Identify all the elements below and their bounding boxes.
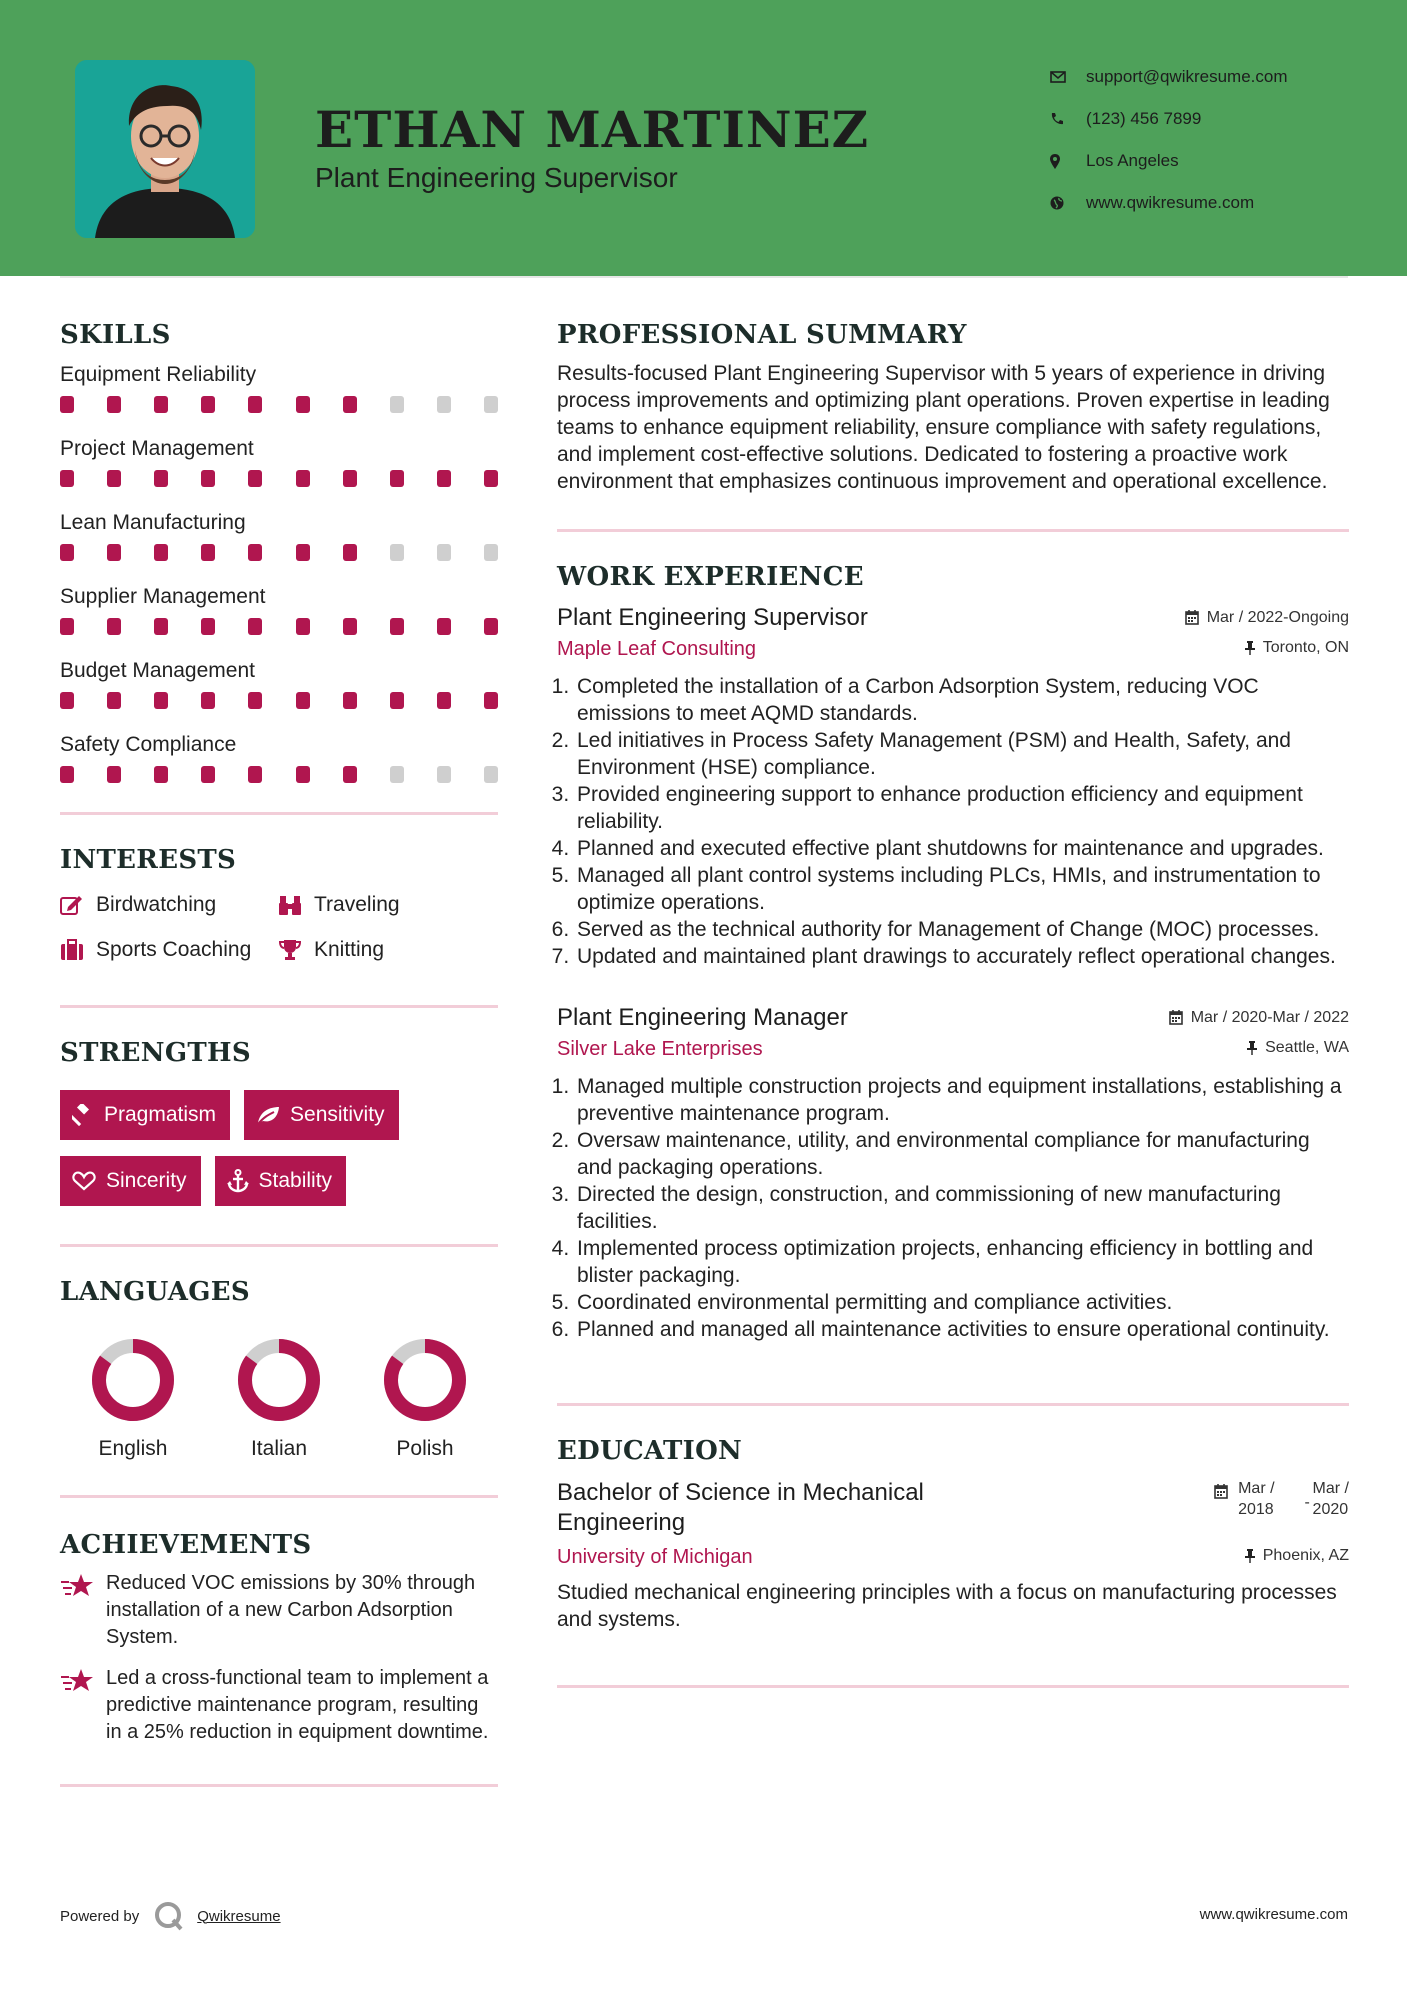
map-pin-icon: [1050, 154, 1086, 169]
job-title: Plant Engineering Manager: [557, 1004, 848, 1031]
rating-dot: [154, 544, 168, 561]
education-location-text: Phoenix, AZ: [1262, 1547, 1349, 1564]
job-bullet: 6. Planned and managed all maintenance activities to ensure operational continuity.: [575, 1316, 1349, 1343]
section-divider: [60, 1244, 498, 1247]
rating-dot: [484, 618, 498, 635]
contact-website-text: www.qwikresume.com: [1086, 193, 1255, 212]
rating-dot: [296, 470, 310, 487]
job-sub: [557, 1038, 1349, 1061]
education-location: [1245, 1547, 1349, 1565]
achievement-item: [60, 1570, 498, 1651]
rating-dot: [248, 396, 262, 413]
job-dates: [1169, 1009, 1349, 1027]
candidate-role: Plant Engineering Supervisor: [315, 162, 678, 193]
rating-dot: [296, 544, 310, 561]
skill-name: Project Management: [60, 437, 254, 460]
rating-dot: [484, 396, 498, 413]
rating-dot: [60, 396, 74, 413]
contact-phone[interactable]: [1050, 98, 1288, 140]
achievements-title: ACHIEVEMENTS: [60, 1530, 312, 1560]
rating-dot: [154, 766, 168, 783]
job-location: [1245, 639, 1349, 657]
rating-dot: [248, 766, 262, 783]
rating-dot: [107, 470, 121, 487]
rating-dot: [390, 470, 404, 487]
education-end: [1304, 1478, 1349, 1520]
job-bullet: 6. Served as the technical authority for Management of Change (MOC) processes.: [575, 916, 1349, 943]
interests-title: INTERESTS: [60, 845, 237, 875]
interest-label: Sports Coaching: [96, 937, 252, 961]
suitcase-icon: [60, 939, 96, 961]
job-bullet: 3. Provided engineering support to enhance production efficiency and equipment reliability.: [575, 781, 1349, 835]
contact-website[interactable]: [1050, 182, 1288, 224]
interest-item: [278, 934, 498, 965]
skills-list: [60, 358, 498, 802]
job-bullet: 2. Oversaw maintenance, utility, and environmental compliance for manufacturing and packaging operations.: [575, 1127, 1349, 1181]
job-bullets: [557, 1073, 1349, 1343]
rating-dot: [296, 396, 310, 413]
summary-text: Results-focused Plant Engineering Supervisor with 5 years of experience in driving process improvements and optimizing plant operations. Proven expertise in leading teams to enhance equipment reliability, ensure compliance with safety regulations, and implement cost-effective solutions. Dedicated to fostering a proactive work environment that emphasizes continuous improvement and operational excellence.: [557, 362, 1330, 493]
achievement-item: [60, 1665, 498, 1746]
strength-label: Sensitivity: [290, 1103, 385, 1126]
skill-rating: [60, 762, 498, 802]
binoculars-icon: [278, 894, 314, 916]
pushpin-icon: [1245, 1549, 1255, 1563]
rating-dot: [484, 692, 498, 709]
language-name: English: [98, 1437, 168, 1460]
rating-dot: [390, 618, 404, 635]
anchor-icon: [227, 1169, 249, 1193]
rating-dot: [437, 618, 451, 635]
rating-dot: [154, 470, 168, 487]
job-dates: [1185, 609, 1349, 627]
job-bullet: 3. Directed the design, construction, and commissioning of new manufacturing facilities.: [575, 1181, 1349, 1235]
education-school: University of Michigan: [557, 1546, 753, 1568]
skill-rating: [60, 688, 498, 728]
interests-list: [60, 889, 498, 965]
date-dash: -: [1304, 1494, 1310, 1511]
rating-dot: [201, 766, 215, 783]
rating-dot: [201, 470, 215, 487]
achievements-list: [60, 1570, 498, 1746]
job-sub: [557, 638, 1349, 661]
rating-dot: [107, 618, 121, 635]
rating-dot: [390, 396, 404, 413]
education-degree: Bachelor of Science in Mechanical Engineering: [557, 1479, 924, 1536]
section-divider: [557, 529, 1349, 532]
rating-dot: [201, 618, 215, 635]
job-location-text: Seattle, WA: [1265, 1039, 1349, 1056]
strengths-title: STRENGTHS: [60, 1038, 251, 1068]
pushpin-icon: [1247, 1041, 1257, 1055]
rating-dot: [390, 766, 404, 783]
section-divider: [557, 1403, 1349, 1406]
rating-dot: [248, 692, 262, 709]
language-item: [60, 1337, 206, 1461]
job-bullet: 2. Led initiatives in Process Safety Management (PSM) and Health, Safety, and Environment (HSE) compliance.: [575, 727, 1349, 781]
heart-icon: [72, 1171, 96, 1191]
education-head: [557, 1478, 1349, 1538]
language-donut: [236, 1337, 322, 1423]
rating-dot: [201, 544, 215, 561]
qwikresume-logo-icon: [153, 1900, 185, 1932]
achievement-text: Reduced VOC emissions by 30% through installation of a new Carbon Adsorption System.: [106, 1572, 476, 1648]
left-column: [60, 300, 498, 1787]
skill-rating: [60, 392, 498, 432]
strength-label: Sincerity: [106, 1169, 187, 1192]
leaf-icon: [256, 1105, 280, 1125]
language-name: Polish: [396, 1437, 454, 1460]
pushpin-icon: [1245, 641, 1255, 655]
job-bullet: 4. Implemented process optimization projects, enhancing efficiency in bottling and blister packaging.: [575, 1235, 1349, 1289]
rating-dot: [107, 766, 121, 783]
rating-dot: [437, 470, 451, 487]
education-start-year: 2018: [1238, 1501, 1274, 1518]
languages-list: [60, 1337, 498, 1461]
language-donut: [382, 1337, 468, 1423]
section-divider: [557, 1685, 1349, 1688]
rating-dot: [201, 692, 215, 709]
rating-dot: [296, 618, 310, 635]
education-start-month: Mar /: [1238, 1480, 1275, 1497]
rating-dot: [343, 692, 357, 709]
job-bullet: 1. Completed the installation of a Carbon Adsorption System, reducing VOC emissions to meet AQMD standards.: [575, 673, 1349, 727]
contact-location: [1050, 140, 1288, 182]
right-column: [557, 300, 1349, 1688]
experience-title: WORK EXPERIENCE: [557, 562, 864, 592]
rating-dot: [437, 396, 451, 413]
footer-powered: [60, 1900, 281, 1932]
rating-dot: [154, 692, 168, 709]
strength-tag: [215, 1156, 347, 1206]
strength-label: Stability: [258, 1169, 333, 1192]
education-title: EDUCATION: [557, 1436, 743, 1466]
star-icon: [60, 1665, 106, 1746]
section-divider: [60, 812, 498, 815]
strengths-list: [60, 1090, 498, 1206]
language-item: [206, 1337, 352, 1461]
contact-location-text: Los Angeles: [1086, 151, 1179, 170]
job-entry: [557, 1004, 1349, 1343]
section-divider: [60, 1005, 498, 1008]
skill-name: Supplier Management: [60, 585, 266, 608]
person-avatar-icon: [75, 60, 255, 238]
rating-dot: [60, 692, 74, 709]
skill-rating: [60, 466, 498, 506]
jobs-list: [557, 604, 1349, 1343]
strength-tag: [60, 1156, 201, 1206]
header-divider: [60, 276, 1348, 278]
skill-name: Budget Management: [60, 659, 255, 682]
rating-dot: [390, 692, 404, 709]
rating-dot: [484, 470, 498, 487]
summary-title: PROFESSIONAL SUMMARY: [557, 320, 967, 350]
rating-dot: [60, 766, 74, 783]
profile-photo: [75, 60, 255, 238]
footer-website[interactable]: www.qwikresume.com: [1199, 1906, 1348, 1923]
rating-dot: [154, 396, 168, 413]
rating-dot: [107, 692, 121, 709]
edit-icon: [60, 894, 96, 916]
rating-dot: [248, 618, 262, 635]
job-bullet: 5. Managed all plant control systems including PLCs, HMIs, and instrumentation to optimize operations.: [575, 862, 1349, 916]
job-bullet: 4. Planned and executed effective plant shutdowns for maintenance and upgrades.: [575, 835, 1349, 862]
powered-by-text: Powered by: [60, 1907, 140, 1925]
rating-dot: [437, 766, 451, 783]
section-divider: [60, 1784, 498, 1787]
interest-item: [60, 889, 278, 920]
job-bullet: 5. Coordinated environmental permitting and compliance activities.: [575, 1289, 1349, 1316]
job-title: Plant Engineering Supervisor: [557, 604, 868, 631]
trophy-icon: [278, 939, 314, 961]
job-bullets: [557, 673, 1349, 970]
phone-icon: [1050, 112, 1086, 126]
job-dates-text: Mar / 2022-Ongoing: [1206, 608, 1349, 626]
strength-label: Pragmatism: [104, 1103, 217, 1126]
contact-phone-text: (123) 456 7899: [1086, 109, 1202, 128]
rating-dot: [201, 396, 215, 413]
interest-label: Traveling: [314, 892, 400, 916]
skills-title: SKILLS: [60, 320, 171, 350]
interest-item: [60, 934, 278, 965]
rating-dot: [296, 766, 310, 783]
education-description: Studied mechanical engineering principles with a focus on manufacturing processes and systems.: [557, 1581, 1337, 1631]
contact-email-text: support@qwikresume.com: [1086, 67, 1288, 86]
rating-dot: [390, 544, 404, 561]
interest-label: Knitting: [314, 937, 385, 961]
rating-dot: [343, 396, 357, 413]
language-name: Italian: [250, 1437, 308, 1460]
job-bullet: 1. Managed multiple construction projects and equipment installations, establishing a preventive maintenance program.: [575, 1073, 1349, 1127]
education-dates: [1214, 1478, 1349, 1520]
rating-dot: [248, 470, 262, 487]
job-dates-text: Mar / 2020-Mar / 2022: [1190, 1008, 1349, 1026]
job-company: Maple Leaf Consulting: [557, 638, 757, 660]
education-end-year: 2020: [1312, 1501, 1349, 1518]
star-icon: [60, 1570, 106, 1651]
job-location: [1247, 1039, 1349, 1057]
rating-dot: [484, 544, 498, 561]
rating-dot: [107, 544, 121, 561]
rating-dot: [60, 618, 74, 635]
interest-item: [278, 889, 498, 920]
education-start: [1238, 1478, 1274, 1520]
job-location-text: Toronto, ON: [1262, 639, 1349, 656]
contact-email[interactable]: [1050, 56, 1288, 98]
footer-brand-link[interactable]: Qwikresume: [197, 1907, 281, 1925]
rating-dot: [484, 766, 498, 783]
envelope-icon: [1050, 71, 1086, 83]
rating-dot: [60, 470, 74, 487]
languages-title: LANGUAGES: [60, 1277, 250, 1307]
skill-rating: [60, 614, 498, 654]
calendar-icon: [1214, 1478, 1228, 1520]
skill-name: Safety Compliance: [60, 733, 237, 756]
interest-label: Birdwatching: [96, 892, 217, 916]
rating-dot: [343, 766, 357, 783]
language-donut: [90, 1337, 176, 1423]
resume-header: [0, 0, 1407, 276]
rating-dot: [60, 544, 74, 561]
job-head: [557, 604, 1349, 632]
skill-rating: [60, 540, 498, 580]
rating-dot: [107, 396, 121, 413]
rating-dot: [343, 544, 357, 561]
contact-list: [1050, 56, 1288, 224]
skill-name: Lean Manufacturing: [60, 511, 246, 534]
rating-dot: [343, 470, 357, 487]
job-company: Silver Lake Enterprises: [557, 1038, 763, 1060]
achievement-text: Led a cross-functional team to implement a predictive maintenance program, resulting in a 25% reduction in equipment downtime.: [106, 1667, 489, 1743]
job-head: [557, 1004, 1349, 1032]
job-entry: [557, 604, 1349, 970]
education-sub: [557, 1546, 1349, 1569]
candidate-name: ETHAN MARTINEZ: [315, 100, 870, 159]
strength-tag: [60, 1090, 230, 1140]
job-bullet: 7. Updated and maintained plant drawings to accurately reflect operational changes.: [575, 943, 1349, 970]
language-item: [352, 1337, 498, 1461]
rating-dot: [437, 544, 451, 561]
rating-dot: [437, 692, 451, 709]
rating-dot: [154, 618, 168, 635]
calendar-icon: [1169, 1010, 1183, 1025]
calendar-icon: [1185, 610, 1199, 625]
skill-name: Equipment Reliability: [60, 363, 257, 386]
strength-tag: [244, 1090, 399, 1140]
rating-dot: [343, 618, 357, 635]
education-end-month: Mar /: [1312, 1480, 1349, 1497]
rating-dot: [248, 544, 262, 561]
section-divider: [60, 1495, 498, 1498]
globe-icon: [1050, 196, 1086, 210]
rating-dot: [296, 692, 310, 709]
gavel-icon: [72, 1104, 94, 1126]
